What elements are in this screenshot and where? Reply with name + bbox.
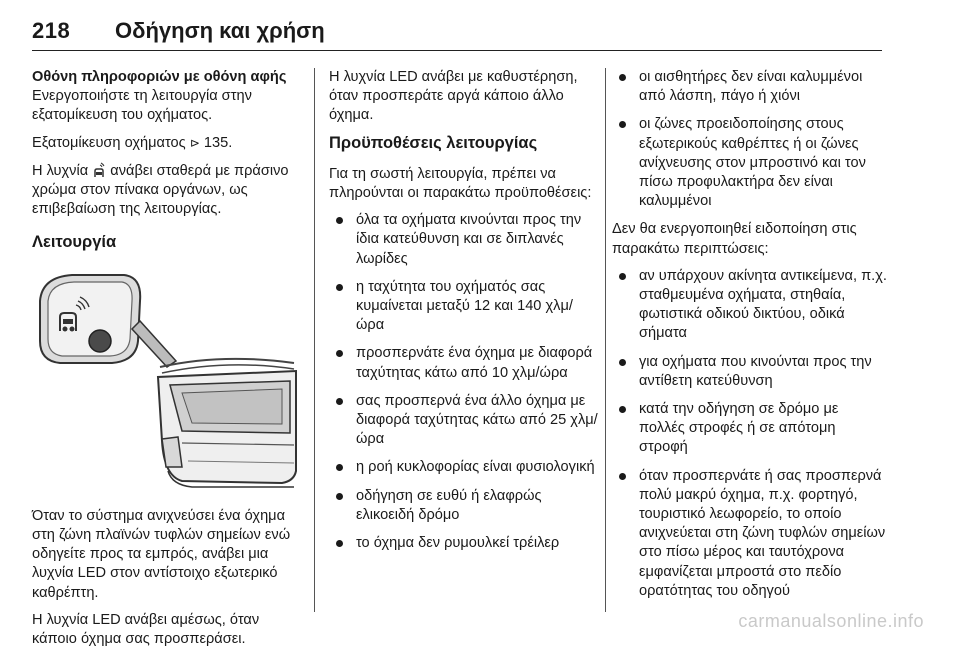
paragraph xyxy=(32,161,300,220)
blind-spot-mirror-illustration xyxy=(32,271,300,489)
list-item: οι αισθητήρες δεν είναι καλυμμένοι από λάσπη, πάγο ή χιόνι xyxy=(612,68,888,106)
paragraph: Για τη σωστή λειτουργία, πρέπει να πληρούνται οι παρακάτω προϋποθέσεις: xyxy=(329,165,592,202)
list-item: αν υπάρχουν ακίνητα αντικείμενα, π.χ. σταθμευμένα οχήματα, στηθαία, φωτιστικά οδικού δικτύου, οδικά σήματα xyxy=(612,267,888,344)
column-left xyxy=(32,68,300,657)
list-item: το όχημα δεν ρυμουλκεί τρέιλερ xyxy=(329,534,601,553)
list-item: προσπερνάτε ένα όχημα με διαφορά ταχύτητας κάτω από 10 χλμ/ώρα xyxy=(329,344,601,382)
subsection-title: Οθόνη πληροφοριών με οθόνη αφής xyxy=(32,69,287,85)
chapter-title: Οδήγηση και χρήση xyxy=(115,18,325,43)
exceptions-list xyxy=(612,267,888,601)
list-item: οδήγηση σε ευθύ ή ελαφρώς ελικοειδή δρόμο xyxy=(329,487,601,525)
list-item: η ροή κυκλοφορίας είναι φυσιολογική xyxy=(329,458,601,477)
conditions-list-continued xyxy=(612,68,888,211)
paragraph-reference xyxy=(32,134,300,153)
list-item: οι ζώνες προειδοποίησης στους εξωτερικούς καθρέπτες ή οι ζώνες ανίχνευσης στον μπροστινό και τον πίσω προφυλακτήρα δεν είναι καλυμμένοι xyxy=(612,115,888,211)
watermark: carmanualsonline.info xyxy=(738,611,924,631)
list-item: όταν προσπερνάτε ή σας προσπερνά πολύ μακρύ όχημα, π.χ. φορτηγό, τουριστικό λεωφορείο, το οποίο ανιχνεύεται στη ζώνη τυφλών σημείων στο πίσω μέρος και ταυτόχρονα εμφανίζεται μπροστά στο πεδίο ορατότητας του οδηγού xyxy=(612,467,888,601)
paragraph: Δεν θα ενεργοποιηθεί ειδοποίηση στις παρακάτω περιπτώσεις: xyxy=(612,221,857,257)
bullet-icon xyxy=(336,464,343,471)
page-reference-link[interactable]: 135. xyxy=(203,134,233,151)
bullet-icon xyxy=(619,473,626,480)
bullet-icon xyxy=(619,359,626,366)
column-right xyxy=(612,68,888,610)
blind-spot-warning-icon xyxy=(92,161,106,178)
paragraph: Η λυχνία LED ανάβει αμέσως, όταν κάποιο όχημα σας προσπεράσει. xyxy=(32,611,260,648)
bullet-icon xyxy=(336,493,343,500)
bullet-icon xyxy=(619,121,626,128)
paragraph-text: ανάβει σταθερά με πράσινο χρώμα στον πίνακα οργάνων, ως επιβεβαίωση της λειτουργίας. xyxy=(32,162,289,218)
paragraph: Όταν το σύστημα ανιχνεύσει ένα όχημα στη ζώνη πλαϊνών τυφλών σημείων ενώ οδηγείτε προς τα εμπρός, ανάβει μια λυχνία LED στον αντίστοιχο εξωτερικό καθρέπτη. xyxy=(32,507,291,601)
bullet-icon xyxy=(336,284,343,291)
list-item: για οχήματα που κινούνται προς την αντίθετη κατεύθυνση xyxy=(612,353,888,391)
list-item: όλα τα οχήματα κινούνται προς την ίδια κατεύθυνση και σε διπλανές λωρίδες xyxy=(329,211,601,269)
conditions-list xyxy=(329,211,601,553)
bullet-icon xyxy=(336,540,343,547)
bullet-icon xyxy=(619,406,626,413)
bullet-icon xyxy=(336,350,343,357)
page-header xyxy=(32,14,882,54)
bullet-icon xyxy=(336,217,343,224)
list-item: κατά την οδήγηση σε δρόμο με πολλές στροφές ή σε απότομη στροφή xyxy=(612,400,888,458)
page-number: 218 xyxy=(32,18,71,43)
led-indicator-icon xyxy=(89,330,111,352)
section-heading: Λειτουργία xyxy=(32,233,117,252)
reference-text: Εξατομίκευση οχήματος xyxy=(32,134,186,151)
bullet-icon xyxy=(619,74,626,81)
column-divider xyxy=(605,68,606,612)
paragraph-text: Η λυχνία xyxy=(32,162,89,179)
list-item: η ταχύτητα του οχήματός σας κυμαίνεται μεταξύ 12 και 140 χλμ/ώρα xyxy=(329,278,601,336)
paragraph: Η λυχνία LED ανάβει με καθυστέρηση, όταν προσπεράτε αργά κάποιο άλλο όχημα. xyxy=(329,69,578,124)
list-item: σας προσπερνά ένα άλλο όχημα με διαφορά ταχύτητας κάτω από 25 χλμ/ώρα xyxy=(329,392,601,450)
bullet-icon xyxy=(619,273,626,280)
paragraph: Ενεργοποιήστε τη λειτουργία στην εξατομίκευση του οχήματος. xyxy=(32,88,252,124)
column-middle xyxy=(329,68,601,562)
column-divider xyxy=(314,68,315,612)
bullet-icon xyxy=(336,398,343,405)
page-reference-arrow-icon: ⊳ xyxy=(189,135,200,150)
section-heading: Προϋποθέσεις λειτουργίας xyxy=(329,133,538,152)
header-divider xyxy=(32,50,882,51)
